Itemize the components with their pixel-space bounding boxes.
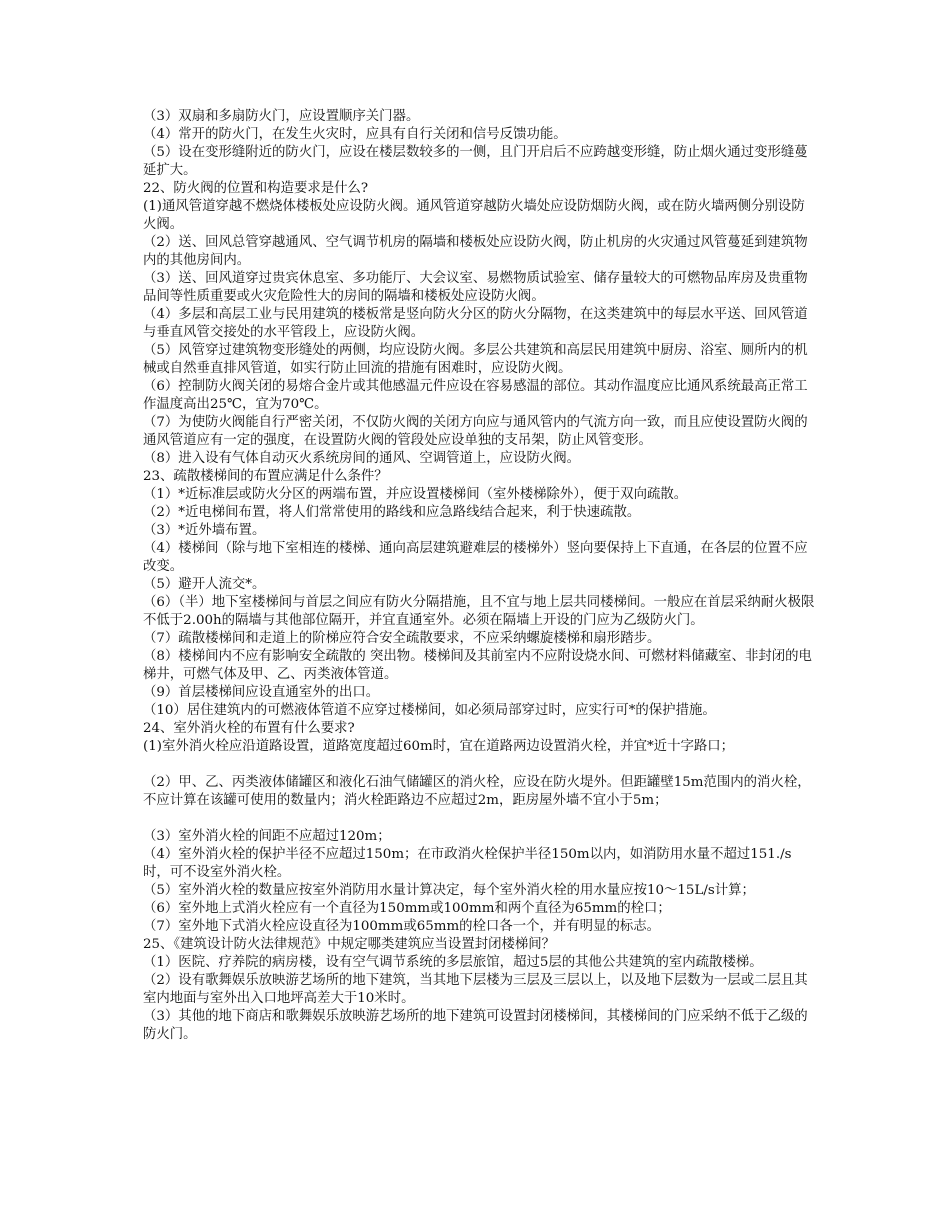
paragraph: （8）楼梯间内不应有影响安全疏散的 突出物。楼梯间及其前室内不应附设烧水间、可燃材料储藏室、非封闭的电梯井，可燃气体及甲、乙、丙类液体管道。: [143, 649, 812, 682]
paragraph: （2）设有歌舞娱乐放映游艺场所的地下建筑，当其地下层楼为三层及三层以上，以及地下层数为一层或二层且其室内地面与室外出入口地坪高差大于10米时。: [143, 973, 808, 1006]
paragraph: (1)室外消火栓应沿道路设置，道路宽度超过60m时，宜在道路两边设置消火栓，并宜*近十字路口；: [143, 739, 735, 754]
paragraph: （3）其他的地下商店和歌舞娱乐放映游艺场所的地下建筑可设置封闭楼梯间，其楼梯间的门应采纳不低于乙级的防火门。: [143, 1009, 808, 1042]
paragraph: （4）多层和高层工业与民用建筑的楼板常是竖向防火分区的防火分隔物，在这类建筑中的每层水平送、回风管道与垂直风管交接处的水平管段上，应设防火阀。: [143, 307, 808, 340]
section-heading: 22、防火阀的位置和构造要求是什么?: [143, 181, 369, 196]
section-heading: 25、《建筑设计防火法律规范》中规定哪类建筑应当设置封闭楼梯间？: [143, 937, 556, 952]
section-heading: 23、疏散楼梯间的布置应满足什么条件？: [143, 469, 388, 484]
paragraph: （4）常开的防火门，在发生火灾时，应具有自行关闭和信号反馈功能。: [143, 127, 567, 142]
paragraph: (1)通风管道穿越不燃烧体楼板处应设防火阀。通风管道穿越防火墙处应设防烟防火阀，或在防火墙两侧分别设防火阀。: [143, 199, 805, 232]
paragraph: （9）首层楼梯间应设直通室外的出口。: [143, 685, 380, 700]
blank-line: [143, 810, 815, 828]
paragraph: （5）室外消火栓的数量应按室外消防用水量计算决定，每个室外消火栓的用水量应按10～15L/s计算；: [143, 883, 755, 898]
paragraph: （2）送、回风总管穿越通风、空气调节机房的隔墙和楼板处应设防火阀，防止机房的火灾通过风管蔓延到建筑物内的其他房间内。: [143, 235, 808, 268]
paragraph: （10）居住建筑内的可燃液体管道不应穿过楼梯间，如必须局部穿过时，应实行可*的保护措施。: [143, 703, 716, 718]
section-heading: 24、室外消火栓的布置有什么要求?: [143, 721, 355, 736]
paragraph: （7）为使防火阀能自行严密关闭，不仅防火阀的关闭方向应与通风管内的气流方向一致，而且应使设置防火阀的通风管道应有一定的强度，在设置防火阀的管段处应设单独的支吊架，防止风管变形。: [143, 415, 808, 448]
paragraph: （5）避开人流交*。: [143, 577, 266, 592]
paragraph: （3）室外消火栓的间距不应超过120m；: [143, 829, 391, 844]
paragraph: （4）室外消火栓的保护半径不应超过150m；在市政消火栓保护半径150m以内，如消防用水量不超过151./s时，可不设室外消火栓。: [143, 847, 792, 880]
document-body: [143, 108, 815, 1044]
blank-line: [143, 756, 815, 774]
paragraph: （2）甲、乙、丙类液体储罐区和液化石油气储罐区的消火栓，应设在防火堤外。但距罐壁15m范围内的消火栓，不应计算在该罐可使用的数量内；消火栓距路边不应超过2m，距房屋外墙不宜小于5m；: [143, 775, 811, 808]
paragraph: （1）*近标准层或防火分区的两端布置，并应设置楼梯间（室外楼梯除外），便于双向疏散。: [143, 487, 688, 502]
paragraph: （3）送、回风道穿过贵宾休息室、多功能厅、大会议室、易燃物质试验室、储存量较大的可燃物品库房及贵重物品间等性质重要或火灾危险性大的房间的隔墙和楼板处应设防火阀。: [143, 271, 808, 304]
paragraph: （1）医院、疗养院的病房楼，设有空气调节系统的多层旅馆，超过5层的其他公共建筑的室内疏散楼梯。: [143, 955, 763, 970]
paragraph: （3）双扇和多扇防火门，应设置顺序关门器。: [143, 109, 420, 124]
paragraph: （7）疏散楼梯间和走道上的阶梯应符合安全疏散要求，不应采纳螺旋楼梯和扇形踏步。: [143, 631, 661, 646]
paragraph: （6）室外地上式消火栓应有一个直径为150mm或100mm和两个直径为65mm的栓口；: [143, 901, 671, 916]
paragraph: （5）设在变形缝附近的防火门，应设在楼层数较多的一侧，且门开启后不应跨越变形缝，防止烟火通过变形缝蔓延扩大。: [143, 145, 808, 178]
paragraph: （8）进入设有气体自动灭火系统房间的通风、空调管道上，应设防火阀。: [143, 451, 581, 466]
paragraph: （6）（半）地下室楼梯间与首层之间应有防火分隔措施，且不宜与地上层共同楼梯间。一般应在首层采纳耐火极限不低于2.00h的隔墙与其他部位隔开，并宜直通室外。必须在隔墙上开设的门应为乙级防火门。: [143, 595, 815, 628]
paragraph: （6）控制防火阀关闭的易熔合金片或其他感温元件应设在容易感温的部位。其动作温度应比通风系统最高正常工作温度高出25℃，宜为70℃。: [143, 379, 808, 412]
paragraph: （2）*近电梯间布置，将人们常常使用的路线和应急路线结合起来，利于快速疏散。: [143, 505, 641, 520]
paragraph: （4）楼梯间（除与地下室相连的楼梯、通向高层建筑避难层的楼梯外）竖向要保持上下直通，在各层的位置不应改变。: [143, 541, 808, 574]
paragraph: （5）风管穿过建筑物变形缝处的两侧，均应设防火阀。多层公共建筑和高层民用建筑中厨房、浴室、厕所内的机械或自然垂直排风管道，如实行防止回流的措施有困难时，应设防火阀。: [143, 343, 808, 376]
paragraph: （7）室外地下式消火栓应设直径为100mm或65mm的栓口各一个，并有明显的标志。: [143, 919, 661, 934]
paragraph: （3）*近外墙布置。: [143, 523, 266, 538]
